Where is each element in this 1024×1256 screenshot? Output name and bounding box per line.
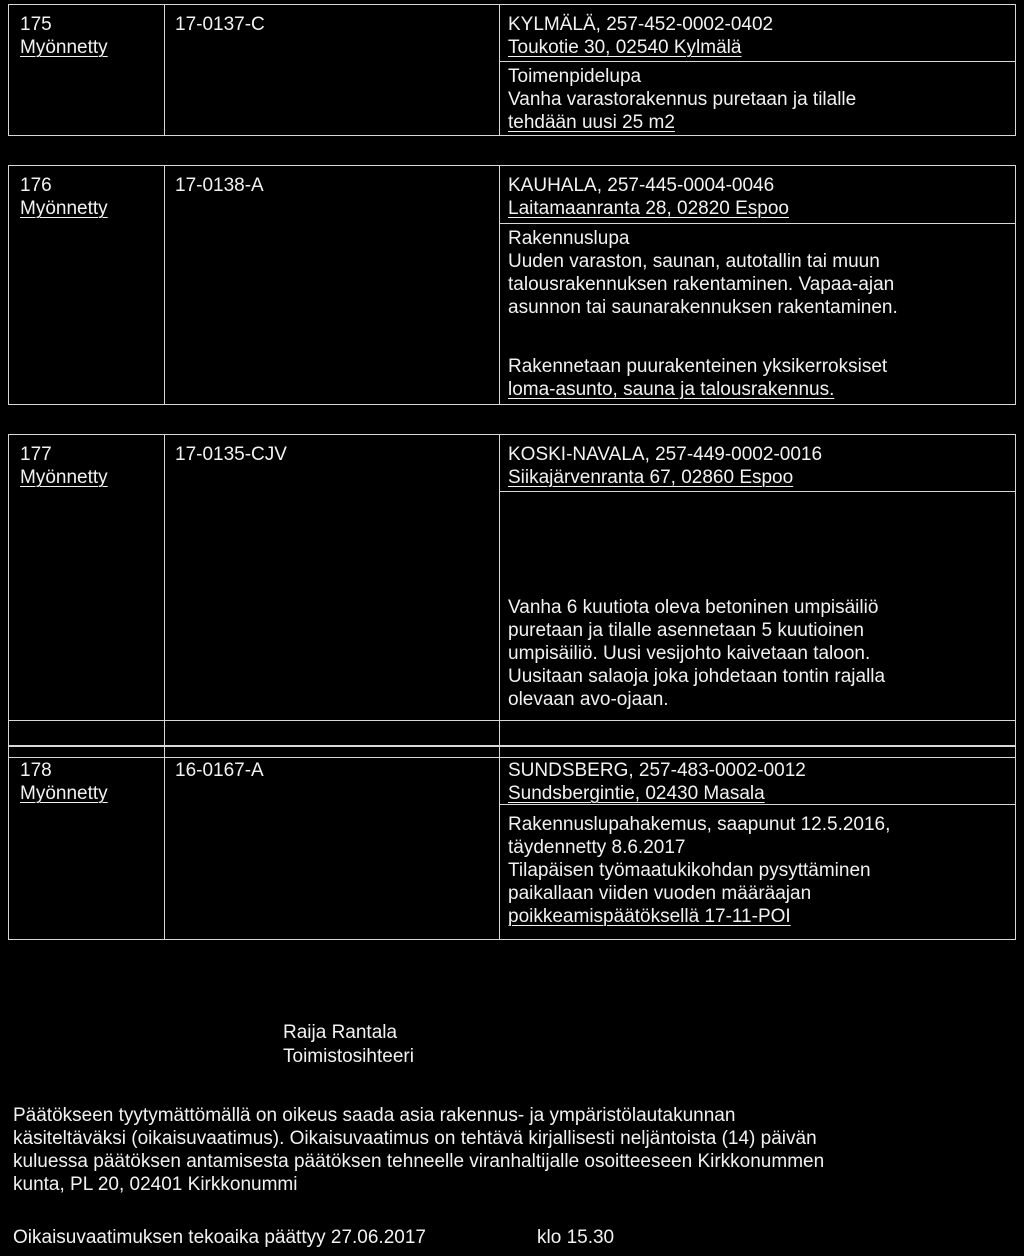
record-177 (8, 434, 1016, 746)
record-code: 16-0167-A (175, 760, 264, 781)
record-description: Uuden varaston, saunan, autotallin tai muun talousrakennuksen rakentaminen. Vapaa-ajan asunnon tai saunarakennuksen rakentaminen. (508, 251, 898, 318)
record-address: Toukotie 30, 02540 Kylmälä (508, 37, 742, 58)
record-permit-type-continued: täydennetty 8.6.2017 (508, 837, 686, 858)
record-address: Laitamaanranta 28, 02820 Espoo (508, 198, 789, 219)
record-code: 17-0138-A (175, 175, 264, 196)
appeal-deadline-time: klo 15.30 (537, 1227, 615, 1248)
signature-title: Toimistosihteeri (283, 1046, 414, 1067)
record-status: Myönnetty (20, 783, 108, 804)
record-address: Sundsbergintie, 02430 Masala (508, 783, 765, 804)
record-permit-type: Rakennuslupahakemus, saapunut 12.5.2016, (508, 814, 891, 835)
record-address: Siikajärvenranta 67, 02860 Espoo (508, 467, 794, 488)
record-status: Myönnetty (20, 198, 108, 219)
record-description-extra: Rakennetaan puurakenteinen yksikerroksiset loma-asunto, sauna ja talousrakennus. (508, 356, 888, 400)
record-property: KOSKI-NAVALA, 257-449-0002-0016 (508, 444, 823, 465)
record-number: 175 (20, 14, 52, 35)
record-status: Myönnetty (20, 467, 108, 488)
record-property: KAUHALA, 257-445-0004-0046 (508, 175, 775, 196)
record-number: 176 (20, 175, 52, 196)
record-permit-type: Toimenpidelupa (508, 66, 642, 87)
record-number: 178 (20, 760, 52, 781)
record-status: Myönnetty (20, 37, 108, 58)
record-property: KYLMÄLÄ, 257-452-0002-0402 (508, 14, 774, 35)
record-description: Vanha varastorakennus puretaan ja tilalle tehdään uusi 25 m2 (508, 89, 857, 133)
record-178 (8, 746, 1016, 940)
appeal-deadline: Oikaisuvaatimuksen tekoaika päättyy 27.06.2017 (13, 1227, 426, 1248)
appeal-paragraph: Päätökseen tyytymättömällä on oikeus saada asia rakennus- ja ympäristölautakunnan käsiteltäväksi (oikaisuvaatimus). Oikaisuvaatimus on tehtävä kirjallisesti neljäntoista (14) päivän kuluessa päätöksen antamisesta päätöksen tehneelle viranhaltijalle osoitteeseen Kirkkonummen kunta, PL 20, 02401 Kirkkonummi (13, 1105, 825, 1195)
signature-name: Raija Rantala (283, 1022, 398, 1043)
record-description: Vanha 6 kuutiota oleva betoninen umpisäiliö puretaan ja tilalle asennetaan 5 kuutioinen umpisäiliö. Uusi vesijohto kaivetaan taloon. Uusitaan salaoja joka johdetaan tontin rajalla olevaan avo-ojaan. (508, 597, 886, 710)
record-number: 177 (20, 444, 52, 465)
record-code: 17-0135-CJV (175, 444, 287, 465)
record-code: 17-0137-C (175, 14, 265, 35)
record-property: SUNDSBERG, 257-483-0002-0012 (508, 760, 806, 781)
record-175 (8, 4, 1016, 136)
record-176 (8, 165, 1016, 405)
record-description: Tilapäisen työmaatukikohdan pysyttäminen paikallaan viiden vuoden määräajan poikkeamispäätöksellä 17-11-POI (508, 860, 871, 927)
record-permit-type: Rakennuslupa (508, 228, 630, 249)
